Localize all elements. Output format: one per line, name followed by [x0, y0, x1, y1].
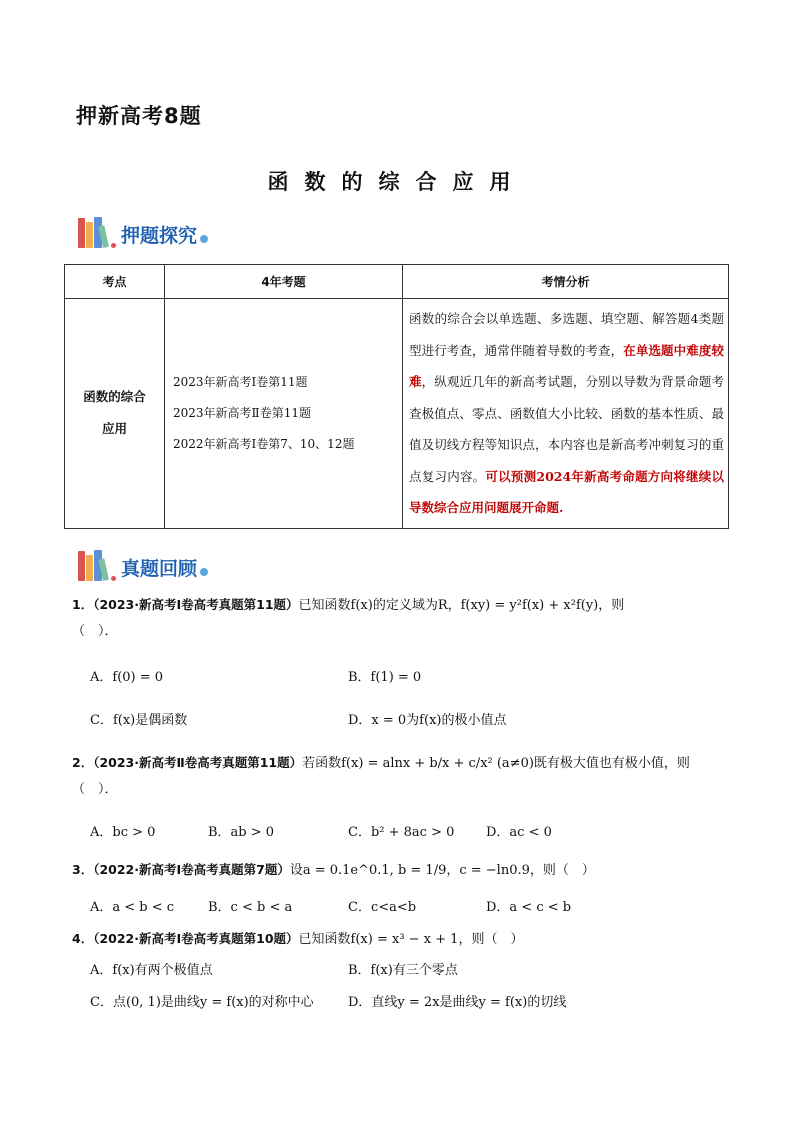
topic-text: 函数的综合应用 — [83, 389, 146, 437]
option-d[interactable]: D．a < c < b — [486, 900, 572, 915]
topic-cell — [65, 299, 165, 529]
analysis-highlight: 可以预测2024年新高考命题方向将继续以导数综合应用问题展开命题. — [409, 468, 724, 515]
option-d[interactable]: D．x = 0为f(x)的极小值点 — [348, 713, 507, 728]
option-d[interactable]: D．直线y = 2x是曲线y = f(x)的切线 — [348, 995, 567, 1010]
exam-item: 2023年新高考Ⅰ卷第11题 — [173, 374, 308, 389]
analysis-text: 函数的综合会以单选题、多选题、填空题、解答题4类题型进行考查，通常伴随着导数的考查， — [409, 311, 724, 358]
question-2 — [72, 750, 724, 803]
series-title: 押新高考8题 — [76, 104, 202, 128]
option-a[interactable]: A．a < b < c — [90, 900, 175, 915]
question-3 — [72, 857, 724, 884]
exams-cell — [165, 299, 403, 529]
section-title: 真题回顾 — [121, 558, 198, 580]
column-header: 考情分析 — [403, 265, 729, 299]
option-c[interactable]: C．b² + 8ac > 0 — [348, 825, 455, 840]
question-1 — [72, 592, 724, 645]
analysis-table — [64, 264, 729, 529]
question-4 — [72, 926, 724, 953]
column-header: 4年考题 — [165, 265, 403, 299]
table-row — [65, 299, 729, 529]
books-icon — [78, 216, 118, 248]
option-a[interactable]: A．bc > 0 — [90, 825, 156, 840]
column-header: 考点 — [65, 265, 165, 299]
dot-icon — [200, 235, 208, 243]
option-a[interactable]: A．f(x)有两个极值点 — [90, 963, 213, 978]
books-icon — [78, 549, 118, 581]
exam-item: 2023年新高考Ⅱ卷第11题 — [173, 405, 311, 420]
question-number: 4． — [72, 931, 94, 946]
dot-icon — [200, 568, 208, 576]
analysis-text: ，纵观近几年的新高考试题，分别以导数为背景命题考查极值点、零点、函数值大小比较、函数的基本性质、最值及切线方程等知识点，本内容也是新高考冲刺复习的重点复习内容。 — [409, 374, 724, 484]
analysis-highlight: 在单选题中难度较难 — [409, 342, 724, 389]
question-stem: 设a = 0.1e^0.1, b = 1/9，c = −ln0.9，则（ ） — [289, 863, 595, 878]
question-number: 3． — [72, 862, 94, 877]
section-heading-explore — [78, 212, 208, 248]
section-title: 押题探究 — [121, 225, 198, 247]
question-stem: 已知函数f(x)的定义域为R，f(xy) = y²f(x) + x²f(y)，则 — [298, 598, 625, 613]
question-source: （2022·新高考Ⅰ卷高考真题第10题） — [93, 931, 299, 946]
option-c[interactable]: C．f(x)是偶函数 — [90, 713, 188, 728]
question-stem: 已知函数f(x) = x³ − x + 1，则（ ） — [298, 932, 524, 947]
question-number: 2． — [72, 755, 94, 770]
option-c[interactable]: C．c<a<b — [348, 900, 417, 915]
page-title: 函数的综合应用 — [267, 170, 527, 194]
question-source: （2023·新高考Ⅱ卷高考真题第11题） — [93, 755, 303, 770]
question-number: 1． — [72, 597, 94, 612]
option-b[interactable]: B．c < b < a — [208, 900, 293, 915]
question-paren: （ ）． — [72, 624, 118, 639]
question-paren: （ ）． — [72, 782, 118, 797]
analysis-cell — [403, 299, 729, 529]
option-a[interactable]: A．f(0) = 0 — [90, 670, 164, 685]
option-b[interactable]: B．f(1) = 0 — [348, 670, 422, 685]
table-header-row — [65, 265, 729, 299]
option-c[interactable]: C．点(0, 1)是曲线y = f(x)的对称中心 — [90, 995, 314, 1010]
option-d[interactable]: D．ac < 0 — [486, 825, 552, 840]
question-source: （2022·新高考Ⅰ卷高考真题第7题） — [93, 862, 290, 877]
section-heading-review — [78, 545, 208, 581]
option-b[interactable]: B．f(x)有三个零点 — [348, 963, 458, 978]
option-b[interactable]: B．ab > 0 — [208, 825, 275, 840]
question-stem: 若函数f(x) = alnx + b/x + c/x² (a≠0)既有极大值也有极小值，则 — [302, 756, 690, 771]
question-source: （2023·新高考Ⅰ卷高考真题第11题） — [93, 597, 299, 612]
exam-item: 2022年新高考Ⅰ卷第7、10、12题 — [173, 436, 355, 451]
